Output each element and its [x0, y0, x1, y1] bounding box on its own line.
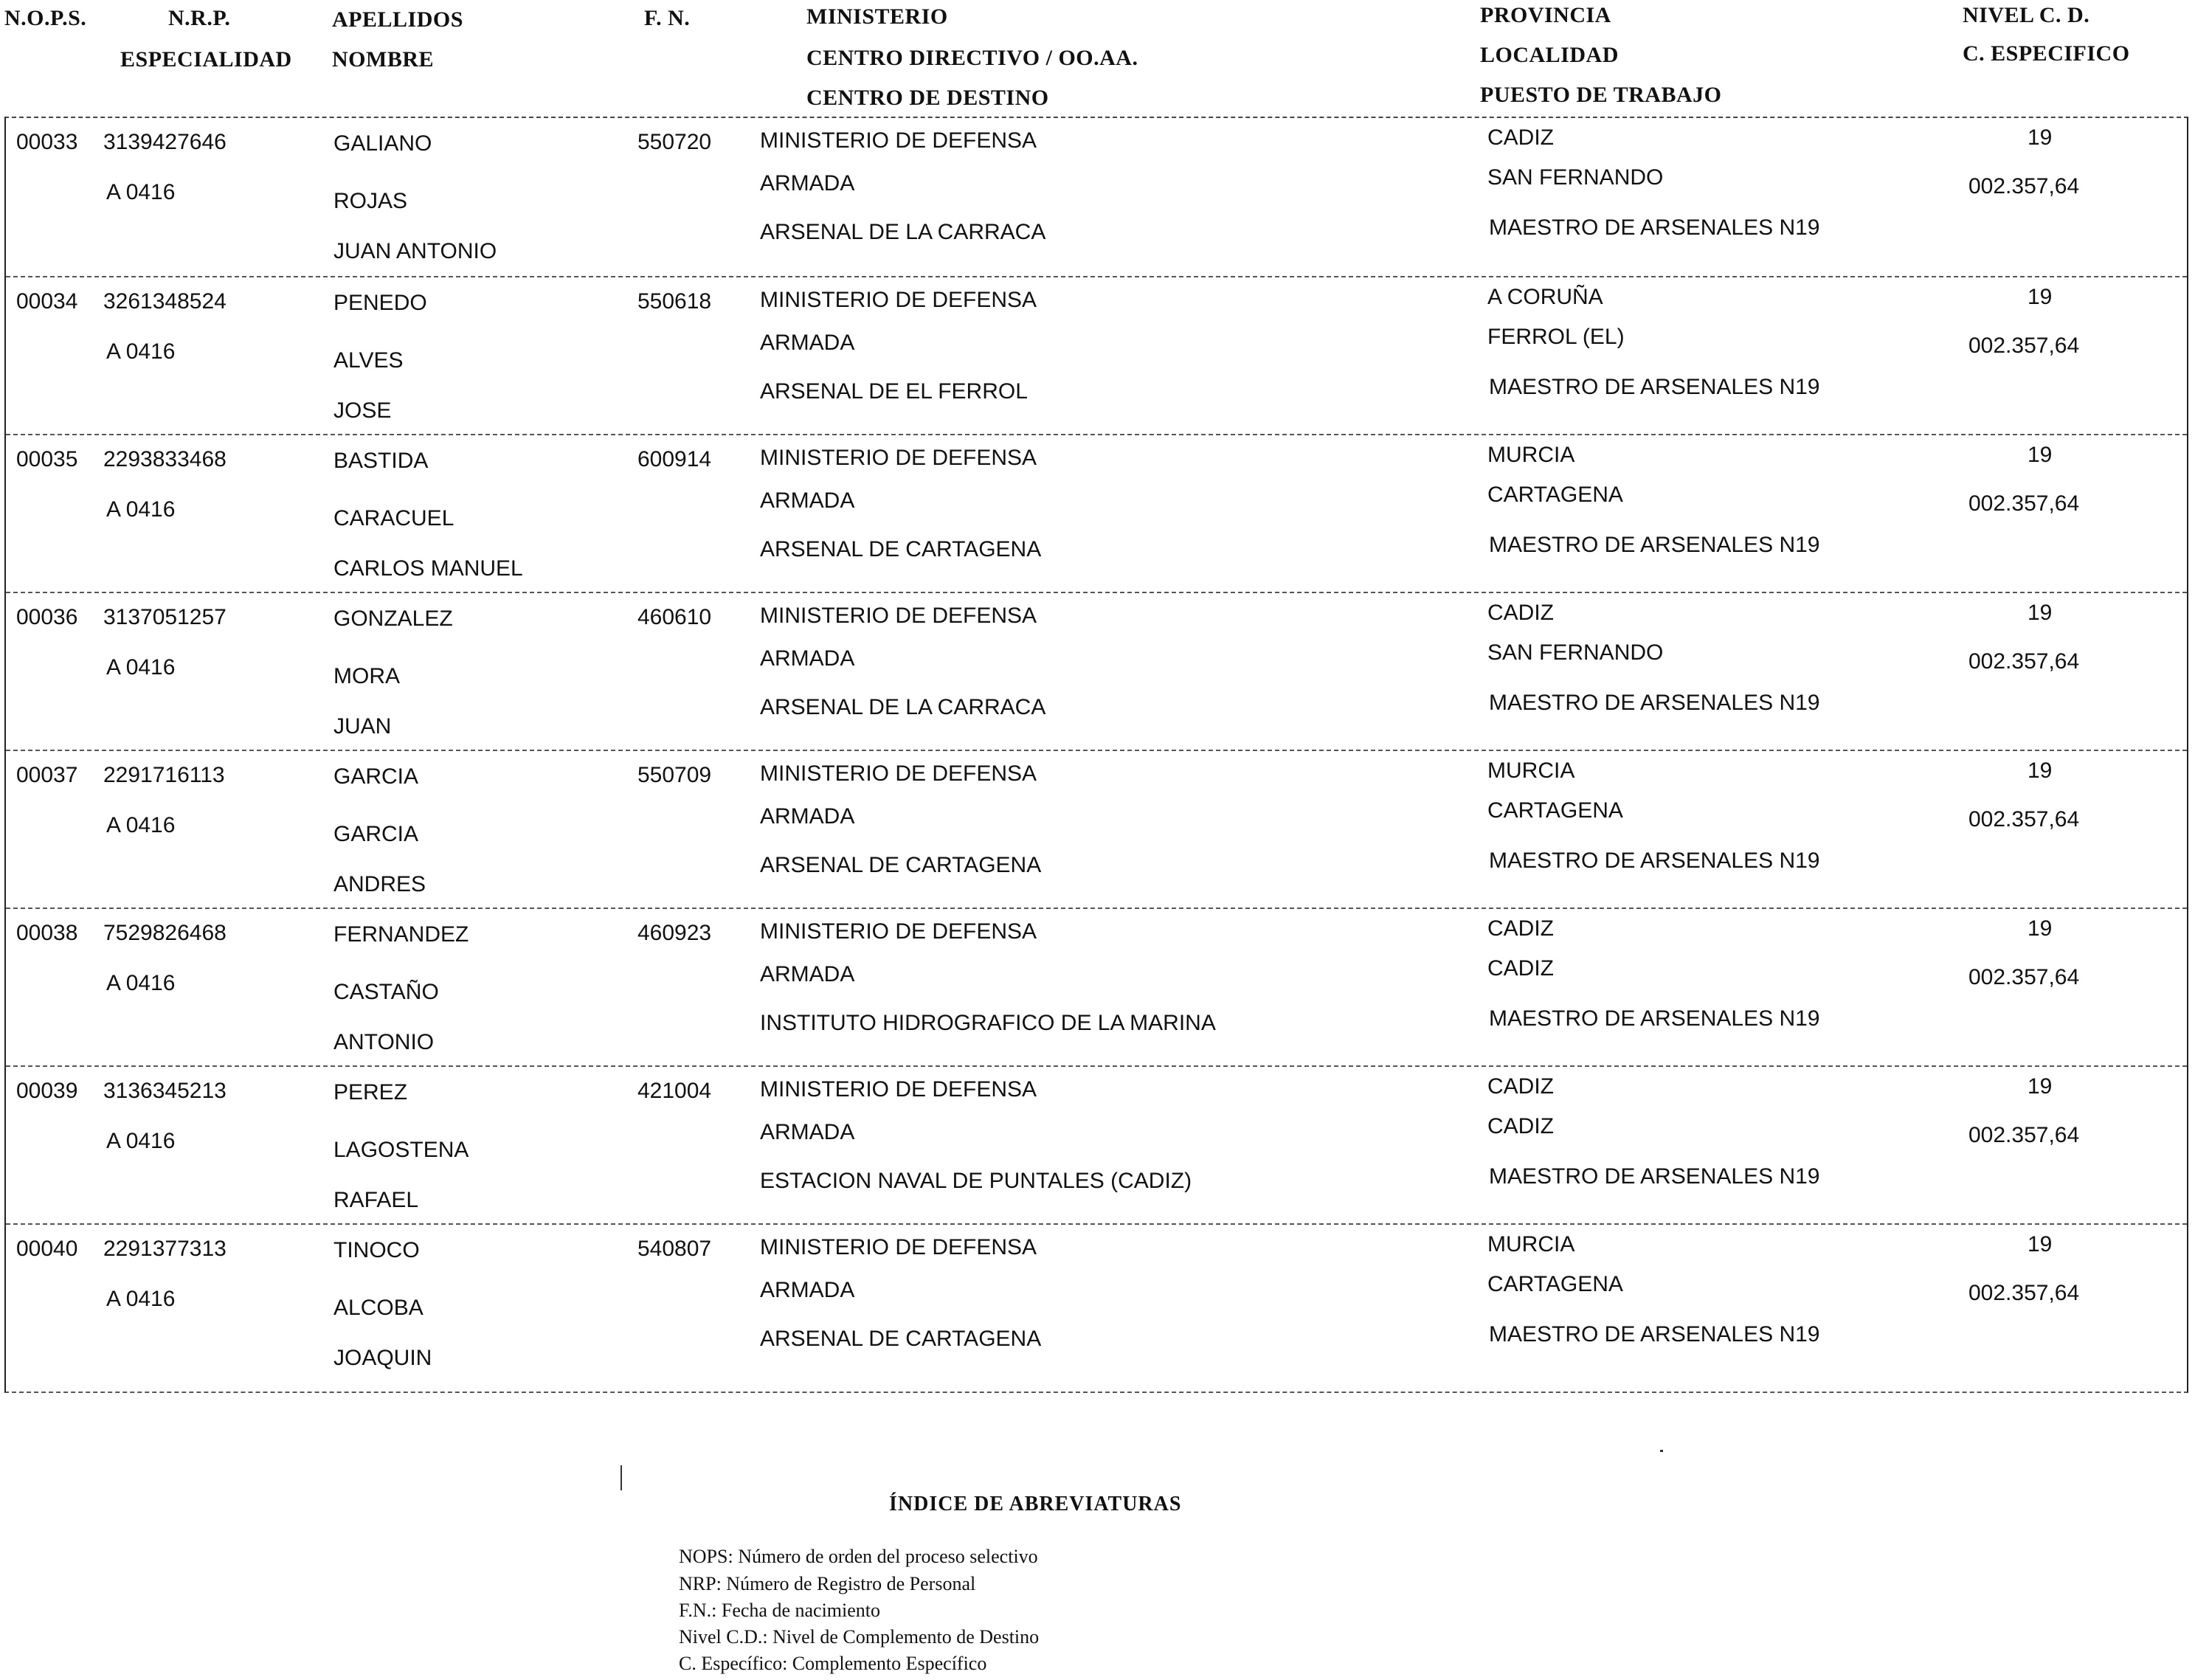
cell-apellido-1: GARCIA [333, 764, 419, 789]
cell-provincia: MURCIA [1487, 443, 1575, 467]
cell-provincia: CADIZ [1487, 601, 1554, 625]
cell-fecha-nacimiento: 540807 [637, 1237, 712, 1261]
cell-centro-directivo: ARMADA [760, 646, 855, 671]
cell-centro-directivo: ARMADA [760, 331, 855, 355]
cell-nombre: JUAN [333, 714, 392, 739]
cell-nops: 00034 [16, 289, 78, 314]
records-table [4, 117, 2188, 1393]
cell-nrp: 3139427646 [103, 130, 227, 154]
cell-especialidad: A 0416 [106, 655, 176, 680]
cell-centro-destino: ARSENAL DE LA CARRACA [760, 695, 1046, 719]
cell-especifico: 002.357,64 [1968, 807, 2080, 832]
cell-puesto: MAESTRO DE ARSENALES N19 [1489, 1322, 1820, 1347]
cell-centro-directivo: ARMADA [760, 962, 855, 986]
scan-mark [621, 1465, 622, 1490]
cell-especifico: 002.357,64 [1968, 965, 2080, 989]
legend-line: F.N.: Fecha de nacimiento [679, 1600, 881, 1621]
cell-apellido-2: ALCOBA [333, 1296, 424, 1320]
table-row [6, 118, 2187, 276]
cell-localidad: CARTAGENA [1487, 483, 1623, 507]
cell-apellido-2: ROJAS [333, 189, 408, 213]
cell-puesto: MAESTRO DE ARSENALES N19 [1489, 1006, 1820, 1031]
header-especifico: C. ESPECIFICO [1963, 41, 2130, 66]
table-row [6, 1223, 2187, 1383]
header-centro-destino: CENTRO DE DESTINO [806, 86, 1049, 110]
cell-puesto: MAESTRO DE ARSENALES N19 [1489, 533, 1820, 557]
header-localidad: LOCALIDAD [1480, 43, 1619, 67]
cell-especialidad: A 0416 [106, 1287, 176, 1311]
cell-localidad: SAN FERNANDO [1487, 640, 1664, 665]
legend-title: ÍNDICE DE ABREVIATURAS [889, 1493, 1182, 1515]
cell-nombre: RAFAEL [333, 1188, 419, 1212]
cell-nombre: CARLOS MANUEL [333, 556, 523, 581]
cell-localidad: SAN FERNANDO [1487, 165, 1664, 190]
cell-nombre: JOSE [333, 398, 392, 423]
cell-especialidad: A 0416 [106, 497, 176, 522]
cell-apellido-1: PENEDO [333, 291, 427, 315]
cell-nrp: 3137051257 [103, 605, 227, 629]
cell-centro-directivo: ARMADA [760, 1120, 855, 1144]
cell-apellido-2: LAGOSTENA [333, 1138, 469, 1162]
header-fn: F. N. [644, 6, 691, 30]
cell-centro-directivo: ARMADA [760, 804, 855, 829]
cell-puesto: MAESTRO DE ARSENALES N19 [1489, 691, 1820, 715]
cell-provincia: CADIZ [1487, 916, 1554, 941]
cell-especifico: 002.357,64 [1968, 1281, 2080, 1305]
cell-puesto: MAESTRO DE ARSENALES N19 [1489, 1164, 1820, 1189]
header-nrp: N.R.P. [168, 6, 231, 30]
cell-apellido-1: PEREZ [333, 1080, 408, 1105]
cell-provincia: CADIZ [1487, 125, 1554, 150]
cell-especialidad: A 0416 [106, 180, 176, 204]
cell-centro-destino: ARSENAL DE EL FERROL [760, 379, 1028, 404]
cell-nrp: 7529826468 [103, 921, 227, 945]
cell-centro-directivo: ARMADA [760, 488, 855, 513]
cell-especialidad: A 0416 [106, 1129, 176, 1153]
cell-ministerio: MINISTERIO DE DEFENSA [760, 446, 1037, 470]
cell-apellido-1: FERNANDEZ [333, 922, 469, 947]
cell-apellido-1: GONZALEZ [333, 606, 453, 631]
table-row [6, 276, 2187, 435]
cell-ministerio: MINISTERIO DE DEFENSA [760, 604, 1037, 628]
cell-puesto: MAESTRO DE ARSENALES N19 [1489, 375, 1820, 399]
cell-nivel: 19 [2028, 916, 2053, 941]
cell-nops: 00040 [16, 1237, 78, 1261]
cell-nops: 00037 [16, 763, 78, 787]
cell-nombre: ANTONIO [333, 1030, 435, 1054]
cell-nops: 00038 [16, 921, 78, 945]
cell-apellido-2: ALVES [333, 348, 404, 373]
cell-nrp: 3136345213 [103, 1079, 227, 1103]
cell-nivel: 19 [2028, 1232, 2053, 1256]
header-nivel: NIVEL C. D. [1963, 3, 2090, 27]
cell-centro-destino: ARSENAL DE CARTAGENA [760, 853, 1042, 877]
cell-apellido-2: MORA [333, 664, 400, 688]
legend-line: Nivel C.D.: Nivel de Complemento de Destino [679, 1626, 1040, 1648]
header-provincia: PROVINCIA [1480, 3, 1611, 27]
cell-centro-destino: ESTACION NAVAL DE PUNTALES (CADIZ) [760, 1169, 1192, 1193]
cell-centro-destino: ARSENAL DE CARTAGENA [760, 537, 1042, 561]
cell-ministerio: MINISTERIO DE DEFENSA [760, 1235, 1037, 1259]
cell-fecha-nacimiento: 421004 [637, 1079, 712, 1103]
scan-mark [1660, 1450, 1663, 1452]
cell-centro-directivo: ARMADA [760, 171, 855, 196]
cell-fecha-nacimiento: 550618 [637, 289, 712, 314]
header-apellidos: APELLIDOS [332, 7, 463, 32]
cell-nops: 00035 [16, 447, 78, 471]
cell-puesto: MAESTRO DE ARSENALES N19 [1489, 848, 1820, 873]
cell-nrp: 2293833468 [103, 447, 227, 471]
header-ministerio: MINISTERIO [806, 4, 948, 29]
cell-nrp: 3261348524 [103, 289, 227, 314]
cell-especialidad: A 0416 [106, 339, 176, 364]
cell-ministerio: MINISTERIO DE DEFENSA [760, 1077, 1037, 1102]
cell-nivel: 19 [2028, 601, 2053, 625]
cell-apellido-2: CASTAÑO [333, 980, 439, 1004]
cell-nivel: 19 [2028, 758, 2053, 783]
cell-nops: 00039 [16, 1079, 78, 1103]
cell-provincia: MURCIA [1487, 1232, 1575, 1256]
cell-fecha-nacimiento: 550720 [637, 130, 712, 154]
cell-apellido-2: CARACUEL [333, 506, 454, 530]
cell-fecha-nacimiento: 600914 [637, 447, 712, 471]
cell-nivel: 19 [2028, 443, 2053, 467]
cell-provincia: CADIZ [1487, 1074, 1554, 1099]
cell-centro-directivo: ARMADA [760, 1278, 855, 1302]
cell-especifico: 002.357,64 [1968, 1123, 2080, 1147]
cell-centro-destino: ARSENAL DE LA CARRACA [760, 220, 1046, 244]
header-puesto: PUESTO DE TRABAJO [1480, 83, 1722, 107]
header-especialidad: ESPECIALIDAD [120, 47, 292, 72]
cell-localidad: CADIZ [1487, 1114, 1554, 1138]
cell-localidad: FERROL (EL) [1487, 325, 1625, 349]
cell-especialidad: A 0416 [106, 813, 176, 837]
cell-fecha-nacimiento: 550709 [637, 763, 712, 787]
cell-nrp: 2291377313 [103, 1237, 227, 1261]
cell-ministerio: MINISTERIO DE DEFENSA [760, 288, 1037, 312]
cell-ministerio: MINISTERIO DE DEFENSA [760, 128, 1037, 153]
cell-ministerio: MINISTERIO DE DEFENSA [760, 919, 1037, 944]
cell-nrp: 2291716113 [103, 763, 225, 787]
cell-nivel: 19 [2028, 1074, 2053, 1099]
cell-nops: 00033 [16, 130, 78, 154]
cell-nivel: 19 [2028, 285, 2053, 309]
table-row [6, 434, 2187, 593]
table-row [6, 1065, 2187, 1225]
cell-nombre: JUAN ANTONIO [333, 239, 497, 263]
cell-localidad: CARTAGENA [1487, 1272, 1623, 1296]
cell-provincia: MURCIA [1487, 758, 1575, 783]
cell-especifico: 002.357,64 [1968, 649, 2080, 674]
cell-especifico: 002.357,64 [1968, 174, 2080, 198]
table-row [6, 592, 2187, 751]
header-nops: N.O.P.S. [4, 6, 87, 30]
cell-nombre: JOAQUIN [333, 1346, 432, 1370]
cell-localidad: CARTAGENA [1487, 798, 1623, 823]
cell-puesto: MAESTRO DE ARSENALES N19 [1489, 215, 1820, 240]
legend-line: NRP: Número de Registro de Personal [679, 1573, 976, 1594]
cell-ministerio: MINISTERIO DE DEFENSA [760, 761, 1037, 786]
cell-provincia: A CORUÑA [1487, 285, 1603, 309]
cell-apellido-2: GARCIA [333, 822, 419, 846]
cell-fecha-nacimiento: 460923 [637, 921, 712, 945]
legend-line: NOPS: Número de orden del proceso selectivo [679, 1546, 1038, 1567]
cell-centro-destino: ARSENAL DE CARTAGENA [760, 1327, 1042, 1351]
cell-nombre: ANDRES [333, 872, 426, 896]
cell-localidad: CADIZ [1487, 956, 1554, 981]
table-row [6, 750, 2187, 909]
header-centro-directivo: CENTRO DIRECTIVO / OO.AA. [806, 46, 1138, 70]
header-nombre: NOMBRE [332, 47, 434, 72]
cell-especifico: 002.357,64 [1968, 333, 2080, 358]
cell-apellido-1: BASTIDA [333, 449, 429, 473]
table-row [6, 908, 2187, 1067]
cell-nops: 00036 [16, 605, 78, 629]
cell-especifico: 002.357,64 [1968, 491, 2080, 516]
cell-apellido-1: TINOCO [333, 1238, 420, 1262]
cell-apellido-1: GALIANO [333, 131, 432, 156]
cell-fecha-nacimiento: 460610 [637, 605, 712, 629]
cell-nivel: 19 [2028, 125, 2053, 150]
legend-line: C. Específico: Complemento Específico [679, 1653, 987, 1674]
cell-centro-destino: INSTITUTO HIDROGRAFICO DE LA MARINA [760, 1011, 1216, 1035]
cell-especialidad: A 0416 [106, 971, 176, 995]
